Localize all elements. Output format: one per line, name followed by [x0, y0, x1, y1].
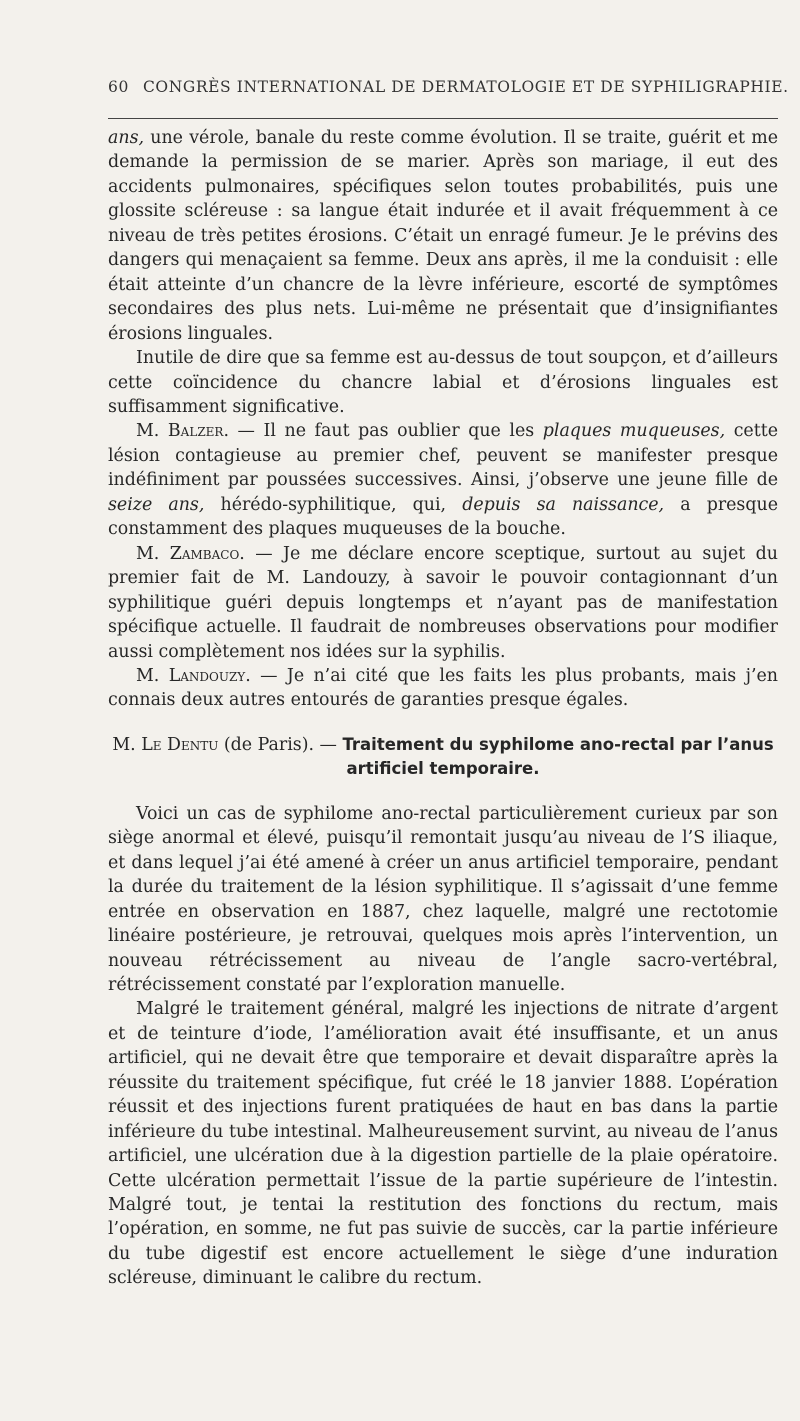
paragraph-1-lead: ans,	[108, 128, 145, 148]
paragraph-7: Malgré le traitement général, malgré les injections de nitrate d’argent et de teinture d’iode, l’amélioration avait été insuffisante, et un anus artificiel, qui ne devait être que temporaire et devait disparaître après la réussite du traitement spécifique, fut créé le 18 janvier 1888. L’opération réussit et des injections furent pratiquées de haut en bas dans la partie inférieure du tube intestinal. Malheureusement survint, au niveau de l’anus artificiel, une ulcération due à la digestion partielle de la plaie opératoire. Cette ulcération permettait l’issue de la partie supérieure de l’intestin. Malgré tout, je tentai la restitution des fonctions du rectum, mais l’opération, en somme, ne fut pas suivie de succès, car la partie inférieure du tube digestif est encore actuellement le siège d’une induration scléreuse, diminuant le calibre du rectum.	[108, 999, 778, 1289]
paragraph-1: ans, une vérole, banale du reste comme évolution. Il se traite, guérit et me demande la permission de se marier. Après son mariage, il eut des accidents pulmonaires, spécifiques selon toutes probabilités, puis une glossite scléreuse : sa langue était indurée et il avait fréquemment à ce niveau de très petites érosions. C’était un enragé fumeur. Je le prévins des dangers qui menaçaient sa femme. Deux ans après, il me la conduisit : elle était atteinte d’un chancre de la lèvre inférieure, escorté de symptômes secondaires des plus nets. Lui-même ne présentait que d’insignifiantes érosions linguales.	[108, 128, 778, 344]
paragraph-zambaco: M. Zambaco. — Je me déclare encore sceptique, surtout au sujet du premier fait de M. Landouzy, à savoir le pouvoir contagionnant d’un syphilitique guéri depuis longtemps et n’ayant pas de manifestation spécifique actuelle. Il faudrait de nombreuses observations pour modifier aussi complètement nos idées sur la syphilis.	[108, 543, 778, 662]
paragraph-6: Voici un cas de syphilome ano-rectal particulièrement curieux par son siège anormal et élevé, puisqu’il remontait jusqu’au niveau de l’S iliaque, et dans lequel j’ai été amené à créer un anus artificiel temporaire, pendant la durée du traitement de la lésion syphilitique. Il s’agissait d’une femme entrée en observation en 1887, chez laquelle, malgré une rectotomie linéaire postérieure, je retrouvai, quelques mois après l’intervention, un nouveau rétrécissement au niveau de l’angle sacro-vertébral, rétrécissement constaté par l’exploration manuelle.	[108, 803, 778, 995]
section-heading: M. Le Dentu (de Paris). — Traitement du syphilome ano-rectal par l’anus artificiel temporaire.	[112, 734, 774, 779]
running-header	[108, 78, 789, 96]
section-author: Le Dentu	[141, 734, 219, 755]
page-body	[108, 126, 778, 1291]
speaker-balzer: Balzer.	[167, 421, 229, 442]
section-title: Traitement du syphilome ano-rectal par l’anus artificiel temporaire.	[342, 734, 774, 779]
paragraph-landouzy: M. Landouzy. — Je n’ai cité que les faits les plus probants, mais j’en connais deux autres entourés de garanties presque égales.	[108, 665, 778, 711]
speaker-zambaco: Zambaco.	[169, 543, 245, 564]
page-number: 60	[108, 78, 129, 96]
running-title: CONGRÈS INTERNATIONAL DE DERMATOLOGIE ET DE SYPHILIGRAPHIE.	[142, 78, 789, 96]
speaker-landouzy: Landouzy.	[168, 665, 251, 686]
section-affiliation: (de Paris). —	[218, 734, 343, 755]
header-rule	[108, 118, 778, 119]
paragraph-balzer: M. Balzer. — Il ne faut pas oublier que les plaques muqueuses, cette lésion contagieuse au premier chef, peuvent se manifester presque indéfiniment par poussées successives. Ainsi, j’observe une jeune fille de seize ans, hérédo-syphilitique, qui, depuis sa naissance, a presque constamment des plaques muqueuses de la bouche.	[108, 421, 778, 540]
paragraph-2: Inutile de dire que sa femme est au-dessus de tout soupçon, et d’ailleurs cette coïncidence du chancre labial et d’érosions linguales est suffisamment significative.	[108, 348, 778, 417]
